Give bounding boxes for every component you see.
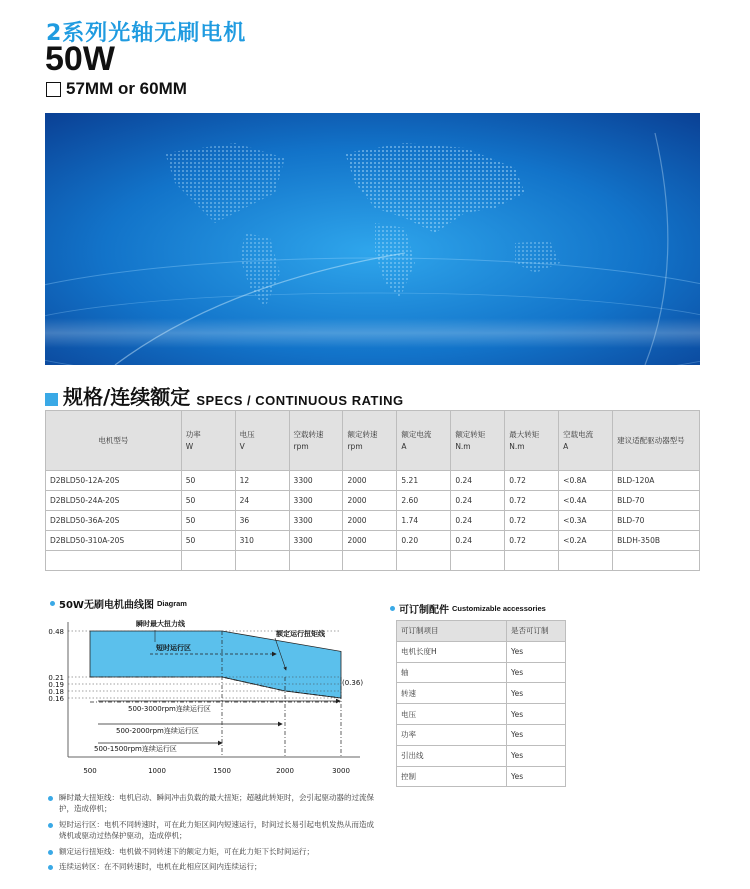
table-row	[46, 471, 700, 491]
table-cell: 电机长度H	[397, 641, 507, 662]
table-cell: 0.72	[505, 531, 559, 551]
table-row	[46, 531, 700, 551]
table-row	[397, 766, 566, 787]
dot-bullet-icon	[48, 796, 53, 801]
cell-model: D2BLD50-12A-20S	[46, 471, 182, 491]
table-cell: BLD-70	[613, 491, 700, 511]
table-cell: 1.74	[397, 511, 451, 531]
dot-bullet-icon	[48, 823, 53, 828]
col-header: 空载电流 A	[559, 411, 613, 471]
table-row	[397, 662, 566, 683]
table-row	[397, 724, 566, 745]
table-cell: 2000	[343, 511, 397, 531]
dot-bullet-icon	[50, 601, 55, 606]
table-cell: 2000	[343, 531, 397, 551]
col-header: 可订制项目	[397, 621, 507, 642]
table-cell	[289, 551, 343, 571]
accessories-heading	[390, 601, 546, 616]
table-cell: <0.8A	[559, 471, 613, 491]
table-cell: 50	[181, 491, 235, 511]
table-cell: 0.72	[505, 491, 559, 511]
col-header: 最大转矩 N.m	[505, 411, 559, 471]
specs-title-en: SPECS / CONTINUOUS RATING	[196, 393, 404, 408]
table-cell: 5.21	[397, 471, 451, 491]
table-cell	[613, 551, 700, 571]
col-header: 是否可订制	[507, 621, 566, 642]
x-tick-label: 3000	[332, 767, 350, 775]
table-cell	[397, 551, 451, 571]
table-cell: Yes	[507, 683, 566, 704]
table-cell: Yes	[507, 766, 566, 787]
zone-label-2000: 500-2000rpm连续运行区	[116, 727, 199, 735]
end-value-label: (0.36)	[342, 679, 364, 687]
short-zone-label: 短时运行区	[156, 644, 191, 652]
square-bullet-icon	[45, 393, 58, 406]
accessories-title-cn: 可订制配件	[399, 605, 449, 616]
series-title: 2系列光轴无刷电机	[46, 21, 247, 46]
table-cell	[451, 551, 505, 571]
col-header: 功率 W	[181, 411, 235, 471]
table-cell	[343, 551, 397, 571]
table-cell: 电压	[397, 704, 507, 725]
x-tick-label: 2000	[276, 767, 294, 775]
cell-model: D2BLD50-36A-20S	[46, 511, 182, 531]
frame-size-text: 57MM or 60MM	[66, 79, 187, 98]
note-text: 瞬时最大扭矩线：电机启动、瞬间冲击负载的最大扭矩；超越此转矩时，会引起驱动器的过流保护，造成停机；	[59, 793, 374, 813]
table-cell: Yes	[507, 641, 566, 662]
table-cell: BLD-70	[613, 511, 700, 531]
table-cell: <0.4A	[559, 491, 613, 511]
table-row	[397, 704, 566, 725]
world-map-banner	[45, 113, 700, 365]
accessories-title-en: Customizable accessories	[452, 604, 546, 613]
accessories-table	[396, 620, 566, 787]
table-cell: 3300	[289, 471, 343, 491]
table-cell: 2.60	[397, 491, 451, 511]
y-tick-label: 0.48	[48, 628, 64, 636]
zone-label-1500: 500-1500rpm连续运行区	[94, 745, 177, 753]
table-cell: 24	[235, 491, 289, 511]
col-header: 额定电流 A	[397, 411, 451, 471]
col-header: 额定转矩 N.m	[451, 411, 505, 471]
checkbox-square-icon	[46, 82, 61, 97]
y-tick-label: 0.16	[48, 695, 64, 703]
table-cell: Yes	[507, 662, 566, 683]
table-cell: 0.24	[451, 471, 505, 491]
power-title: 50W	[45, 40, 115, 78]
note-text: 连续运转区：在不同转速时，电机在此相应区间内连续运行；	[59, 862, 262, 872]
note-item	[48, 862, 378, 873]
table-cell: 50	[181, 471, 235, 491]
table-cell: Yes	[507, 745, 566, 766]
note-item	[48, 847, 378, 858]
col-header: 额定转速 rpm	[343, 411, 397, 471]
frame-size-title	[46, 79, 187, 99]
note-item	[48, 820, 378, 842]
table-row	[397, 745, 566, 766]
zone-label-3000: 500-3000rpm连续运行区	[128, 705, 211, 713]
x-tick-label: 500	[83, 767, 97, 775]
table-cell: 50	[181, 511, 235, 531]
table-cell: 0.20	[397, 531, 451, 551]
col-header: 空载转速 rpm	[289, 411, 343, 471]
table-cell	[181, 551, 235, 571]
table-cell: 0.24	[451, 491, 505, 511]
table-cell: 控制	[397, 766, 507, 787]
note-text: 短时运行区：电机不同转速时，可在此力矩区间内短速运行，时间过长易引起电机发热从而造成烧机或驱动过热保护驱动，造成停机；	[59, 819, 374, 840]
table-cell: 功率	[397, 724, 507, 745]
table-row	[397, 641, 566, 662]
col-header: 建议适配驱动器型号	[613, 411, 700, 471]
y-tick-label: 0.19	[48, 681, 64, 689]
peak-line-label: 瞬时最大扭力线	[136, 620, 185, 628]
note-text: 额定运行扭矩线：电机做不同转速下的额定力矩，可在此力矩下长时间运行；	[59, 846, 314, 856]
table-cell	[235, 551, 289, 571]
diagram-notes	[48, 793, 378, 878]
table-cell: 310	[235, 531, 289, 551]
table-cell: 3300	[289, 531, 343, 551]
table-cell: 36	[235, 511, 289, 531]
table-cell: 转速	[397, 683, 507, 704]
rated-line-label: 额定运行扭矩线	[276, 630, 325, 638]
table-row	[46, 491, 700, 511]
specs-title-cn: 规格/连续额定	[63, 385, 191, 409]
diagram-title-cn: 50W无刷电机曲线图	[59, 600, 154, 611]
table-cell: 3300	[289, 511, 343, 531]
short-time-zone-area	[90, 631, 341, 698]
table-cell: Yes	[507, 704, 566, 725]
table-cell: Yes	[507, 724, 566, 745]
banner-image	[45, 113, 700, 365]
table-cell: 12	[235, 471, 289, 491]
table-row	[46, 511, 700, 531]
table-cell	[46, 551, 182, 571]
dot-bullet-icon	[48, 850, 53, 855]
table-cell: 50	[181, 531, 235, 551]
table-cell: 2000	[343, 471, 397, 491]
col-header: 电机型号	[46, 411, 182, 471]
table-cell: BLDH-350B	[613, 531, 700, 551]
table-cell: BLD-120A	[613, 471, 700, 491]
table-cell	[559, 551, 613, 571]
table-cell: 引出线	[397, 745, 507, 766]
table-cell: 0.72	[505, 511, 559, 531]
specs-header-row	[46, 411, 700, 471]
table-cell: <0.3A	[559, 511, 613, 531]
table-row-empty	[46, 551, 700, 571]
table-cell: 0.24	[451, 531, 505, 551]
note-item	[48, 793, 378, 815]
table-cell: <0.2A	[559, 531, 613, 551]
cell-model: D2BLD50-310A-20S	[46, 531, 182, 551]
specs-heading	[45, 381, 404, 410]
specs-table	[45, 410, 700, 571]
y-tick-label: 0.21	[48, 674, 64, 682]
table-cell	[505, 551, 559, 571]
table-cell: 2000	[343, 491, 397, 511]
x-tick-label: 1000	[148, 767, 166, 775]
dot-bullet-icon	[48, 865, 53, 870]
x-tick-label: 1500	[213, 767, 231, 775]
table-cell: 0.24	[451, 511, 505, 531]
torque-speed-diagram	[40, 612, 370, 782]
dot-bullet-icon	[390, 606, 395, 611]
table-cell: 轴	[397, 662, 507, 683]
diagram-title-en: Diagram	[156, 599, 187, 608]
col-header: 电压 V	[235, 411, 289, 471]
diagram-heading	[50, 596, 187, 611]
accessories-header-row	[397, 621, 566, 642]
cell-model: D2BLD50-24A-20S	[46, 491, 182, 511]
y-tick-label: 0.18	[48, 688, 64, 696]
table-row	[397, 683, 566, 704]
table-cell: 3300	[289, 491, 343, 511]
table-cell: 0.72	[505, 471, 559, 491]
